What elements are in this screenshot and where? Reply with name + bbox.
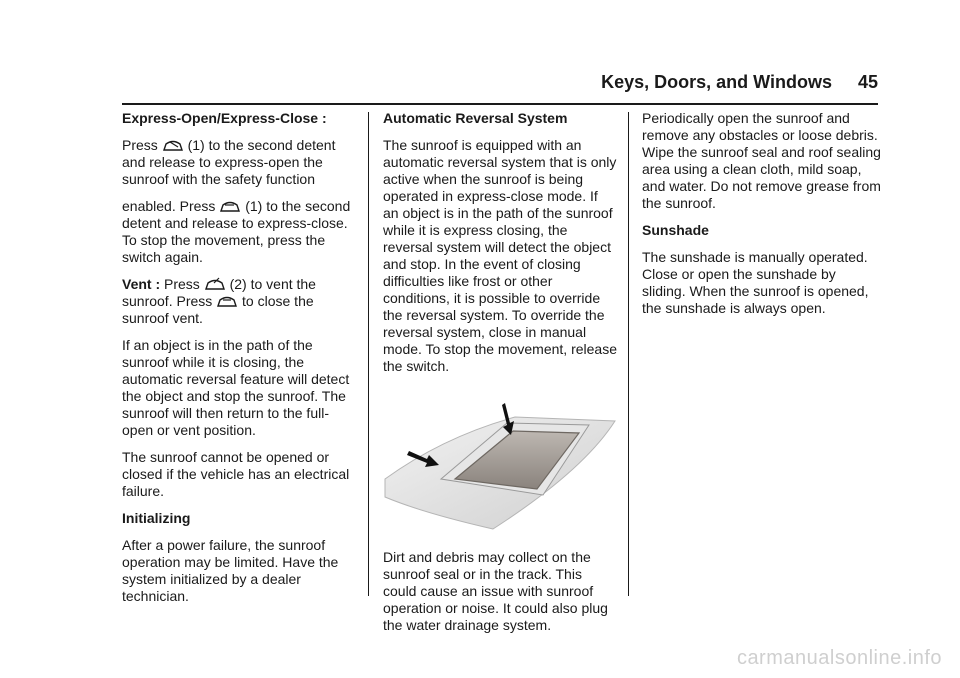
vent-text-c: sunroof. Press [122, 293, 213, 309]
auto-reversal-heading: Automatic Reversal System [383, 110, 568, 126]
column-2 [383, 110, 617, 644]
sunroof-express-open-icon [163, 138, 183, 152]
vent-paragraph [122, 276, 358, 327]
page-header [560, 72, 878, 93]
auto-reversal-paragraph: The sunroof is equipped with an automatic reversal system that is only active when the sunroof is being operated in express-close mode. If an object is in the path of the sunroof while it is express closing, the reversal system will detect the object and stop. In the event of closing difficulties like frost or other conditions, it is possible to override the reversal system. To override the reversal system, close in manual mode. To stop the movement, release the switch. [383, 137, 617, 374]
sunroof-close-vent-icon [217, 294, 237, 308]
express-p2-text-b: (1) to the second detent and release to express-close. To stop the movement, press the switch again. [122, 198, 351, 265]
express-p1-text-a: Press [122, 137, 158, 153]
sunshade-paragraph: The sunshade is manually operated. Close or open the sunshade by sliding. When the sunroof is opened, the sunshade is always open. [642, 249, 869, 316]
sunroof-illustration [383, 401, 617, 531]
vent-text-e: sunroof vent. [122, 310, 203, 326]
header-rule [122, 103, 878, 105]
initializing-paragraph: After a power failure, the sunroof operation may be limited. Have the system initialized by a dealer technician. [122, 537, 339, 604]
column-3 [642, 110, 882, 327]
sunshade-heading: Sunshade [642, 222, 709, 238]
initializing-heading: Initializing [122, 510, 191, 526]
express-paragraph-1 [122, 137, 358, 188]
vent-text-d: to close the [242, 293, 314, 309]
column-1 [122, 110, 358, 615]
express-paragraph-2 [122, 198, 358, 266]
debris-paragraph: Dirt and debris may collect on the sunroof seal or in the track. This could cause an issue with sunroof operation or noise. It could also plug the water drainage system. [383, 549, 608, 633]
column-divider-1 [368, 112, 369, 596]
express-p2-text-a: enabled. Press [122, 198, 216, 214]
sunroof-express-close-icon [220, 199, 240, 213]
maintenance-paragraph: Periodically open the sunroof and remove any obstacles or loose debris. Wipe the sunroof seal and roof sealing area using a clean cloth, mild soap, and water. Do not remove grease from the sunroof. [642, 110, 881, 211]
vent-label: Vent : [122, 276, 161, 292]
page-number: 45 [857, 72, 878, 92]
sunroof-vent-icon [205, 277, 225, 291]
failure-paragraph: The sunroof cannot be opened or closed if the vehicle has an electrical failure. [122, 449, 350, 499]
section-title: Keys, Doors, and Windows [601, 72, 832, 92]
vent-text-b: (2) to vent the [229, 276, 316, 292]
express-p1-text-b: (1) to the second detent and release to express-open the sunroof with the safety function [122, 137, 336, 187]
obstacle-paragraph: If an object is in the path of the sunroof while it is closing, the automatic reversal feature will detect the object and stop the sunroof. The sunroof will then return to the full-open or vent position. [122, 337, 350, 438]
express-heading: Express-Open/Express-Close : [122, 110, 327, 126]
column-divider-2 [628, 112, 629, 596]
vent-text-a: Press [164, 276, 200, 292]
watermark: carmanualsonline.info [736, 647, 942, 669]
